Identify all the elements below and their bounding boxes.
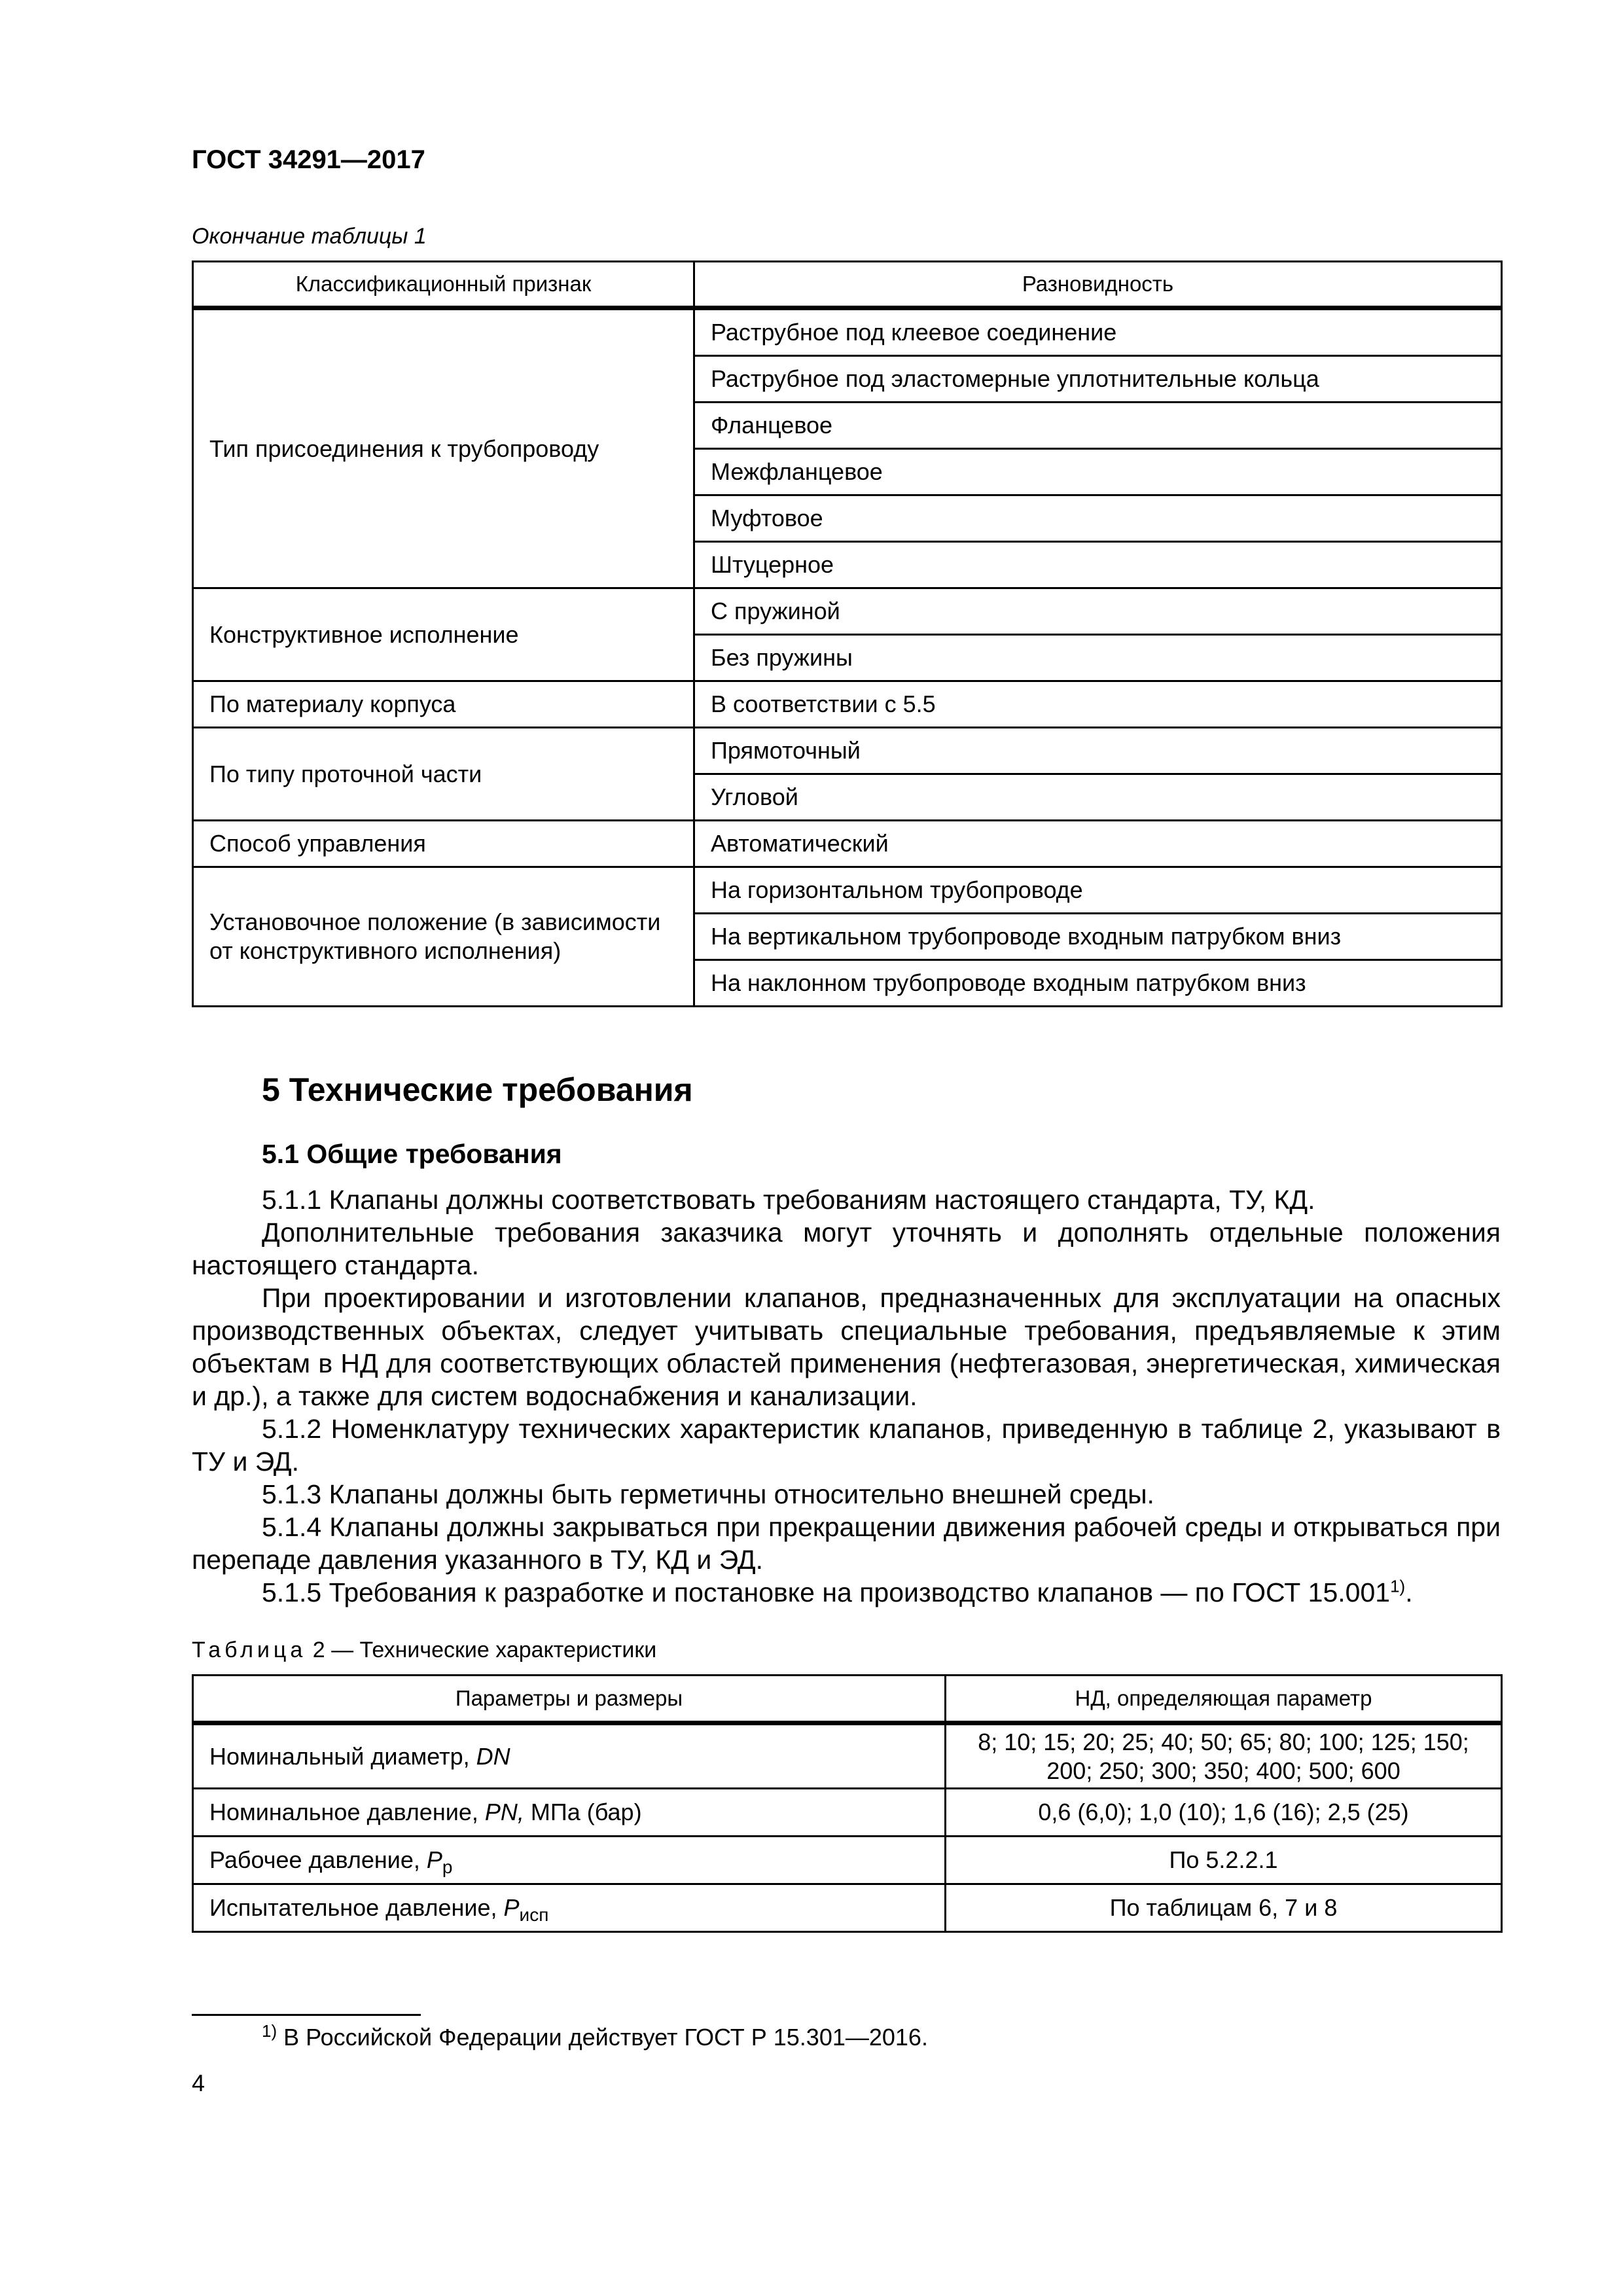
parameter-subscript: р xyxy=(442,1857,453,1878)
feature-cell: Установочное положение (в зависимости от конструктивного исполнения) xyxy=(193,867,694,1007)
specifications-table xyxy=(192,1674,1503,1933)
variant-cell: Раструбное под клеевое соединение xyxy=(694,308,1502,356)
paragraph: 5.1.3 Клапаны должны быть герметичны относительно внешней среды. xyxy=(262,1479,1154,1509)
column-header: Классификационный признак xyxy=(193,262,694,308)
parameter-symbol: P xyxy=(426,1846,442,1873)
feature-cell: Тип присоединения к трубопроводу xyxy=(193,308,694,588)
paragraph xyxy=(192,1576,1501,1609)
variant-cell: Фланцевое xyxy=(694,403,1502,449)
page-number: 4 xyxy=(192,2070,205,2096)
parameter-symbol: P xyxy=(503,1894,520,1921)
variant-cell: Без пружины xyxy=(694,635,1502,681)
table-row xyxy=(193,821,1502,867)
paragraph: 5.1.4 Клапаны должны закрываться при прекращении движения рабочей среды и открываться при перепаде давления указанного в ТУ, КД и ЭД. xyxy=(192,1512,1501,1575)
footnote-separator xyxy=(192,2014,421,2016)
table-row xyxy=(193,1884,1502,1932)
table1-caption: Окончание таблицы 1 xyxy=(192,224,427,249)
parameter-subscript: исп xyxy=(519,1905,549,1926)
parameter-symbol: PN, xyxy=(484,1799,524,1825)
variant-cell: Прямоточный xyxy=(694,728,1502,774)
variant-cell: Раструбное под эластомерные уплотнительные кольца xyxy=(694,356,1502,403)
variant-cell: Угловой xyxy=(694,774,1502,821)
value-cell: По 5.2.2.1 xyxy=(946,1837,1502,1884)
table-row xyxy=(193,1837,1502,1884)
table2-caption xyxy=(192,1638,656,1663)
value-cell: 0,6 (6,0); 1,0 (10); 1,6 (16); 2,5 (25) xyxy=(946,1789,1502,1837)
footnote-text: В Российской Федерации действует ГОСТ Р 15.301—2016. xyxy=(277,2024,928,2051)
classification-table xyxy=(192,260,1503,1007)
variant-cell: На наклонном трубопроводе входным патрубком вниз xyxy=(694,960,1502,1007)
variant-cell: Автоматический xyxy=(694,821,1502,867)
parameter-cell xyxy=(193,1789,946,1837)
table-title: 2 — Технические характеристики xyxy=(306,1638,657,1662)
table-row xyxy=(193,308,1502,356)
column-header: Разновидность xyxy=(694,262,1502,308)
parameter-cell xyxy=(193,1723,946,1789)
value-cell: 8; 10; 15; 20; 25; 40; 50; 65; 80; 100; 125; 150; 200; 250; 300; 350; 400; 500; 600 xyxy=(946,1723,1502,1789)
feature-cell: Способ управления xyxy=(193,821,694,867)
variant-cell: На горизонтальном трубопроводе xyxy=(694,867,1502,914)
feature-cell: По материалу корпуса xyxy=(193,681,694,728)
value-cell: По таблицам 6, 7 и 8 xyxy=(946,1884,1502,1932)
table-label: Таблица xyxy=(192,1638,307,1662)
variant-cell: Штуцерное xyxy=(694,542,1502,588)
subsection-title: 5.1 Общие требования xyxy=(262,1139,562,1169)
footnote xyxy=(262,2021,928,2051)
table-row xyxy=(193,1723,1502,1789)
table-row xyxy=(193,867,1502,914)
document-header: ГОСТ 34291—2017 xyxy=(192,145,425,174)
section-title: 5 Технические требования xyxy=(262,1071,693,1108)
parameter-name: Номинальное давление, xyxy=(209,1799,485,1825)
table-header-row xyxy=(193,1676,1502,1723)
feature-cell: По типу проточной части xyxy=(193,728,694,821)
parameter-cell xyxy=(193,1884,946,1932)
paragraph-end: . xyxy=(1405,1577,1413,1607)
column-header: НД, определяющая параметр xyxy=(946,1676,1502,1723)
table-row xyxy=(193,728,1502,774)
table-header-row xyxy=(193,262,1502,308)
paragraph: 5.1.1 Клапаны должны соответствовать требованиям настоящего стандарта, ТУ, КД. xyxy=(262,1185,1315,1215)
variant-cell: В соответствии с 5.5 xyxy=(694,681,1502,728)
table-row xyxy=(193,588,1502,635)
variant-cell: Межфланцевое xyxy=(694,449,1502,495)
paragraph: При проектировании и изготовлении клапанов, предназначенных для эксплуатации на опасных производственных объектах, следует учитывать специальные требования, предъявляемые к этим объектам в НД для соответствующих областей применения (нефтегазовая, энергетическая, химическая и др.), а также для систем водоснабжения и канализации. xyxy=(192,1283,1501,1411)
variant-cell: С пружиной xyxy=(694,588,1502,635)
paragraph: 5.1.2 Номенклатуру технических характеристик клапанов, приведенную в таблице 2, указывают в ТУ и ЭД. xyxy=(192,1414,1501,1477)
parameter-name: Номинальный диаметр, xyxy=(209,1742,476,1770)
parameter-symbol: DN xyxy=(476,1742,510,1770)
parameter-unit: МПа (бар) xyxy=(524,1799,642,1825)
parameter-name: Рабочее давление, xyxy=(209,1846,427,1873)
variant-cell: Муфтовое xyxy=(694,495,1502,542)
feature-cell: Конструктивное исполнение xyxy=(193,588,694,681)
table-row xyxy=(193,1789,1502,1837)
parameter-cell xyxy=(193,1837,946,1884)
footnote-ref: 1) xyxy=(1390,1576,1406,1596)
parameter-name: Испытательное давление, xyxy=(209,1894,504,1921)
paragraph-text: 5.1.5 Требования к разработке и постановке на производство клапанов — по ГОСТ 15.001 xyxy=(262,1577,1391,1607)
footnote-mark: 1) xyxy=(262,2021,277,2041)
variant-cell: На вертикальном трубопроводе входным патрубком вниз xyxy=(694,914,1502,960)
paragraph: Дополнительные требования заказчика могут уточнять и дополнять отдельные положения настоящего стандарта. xyxy=(192,1217,1501,1280)
column-header: Параметры и размеры xyxy=(193,1676,946,1723)
body-text xyxy=(192,1183,1501,1609)
table-row xyxy=(193,681,1502,728)
